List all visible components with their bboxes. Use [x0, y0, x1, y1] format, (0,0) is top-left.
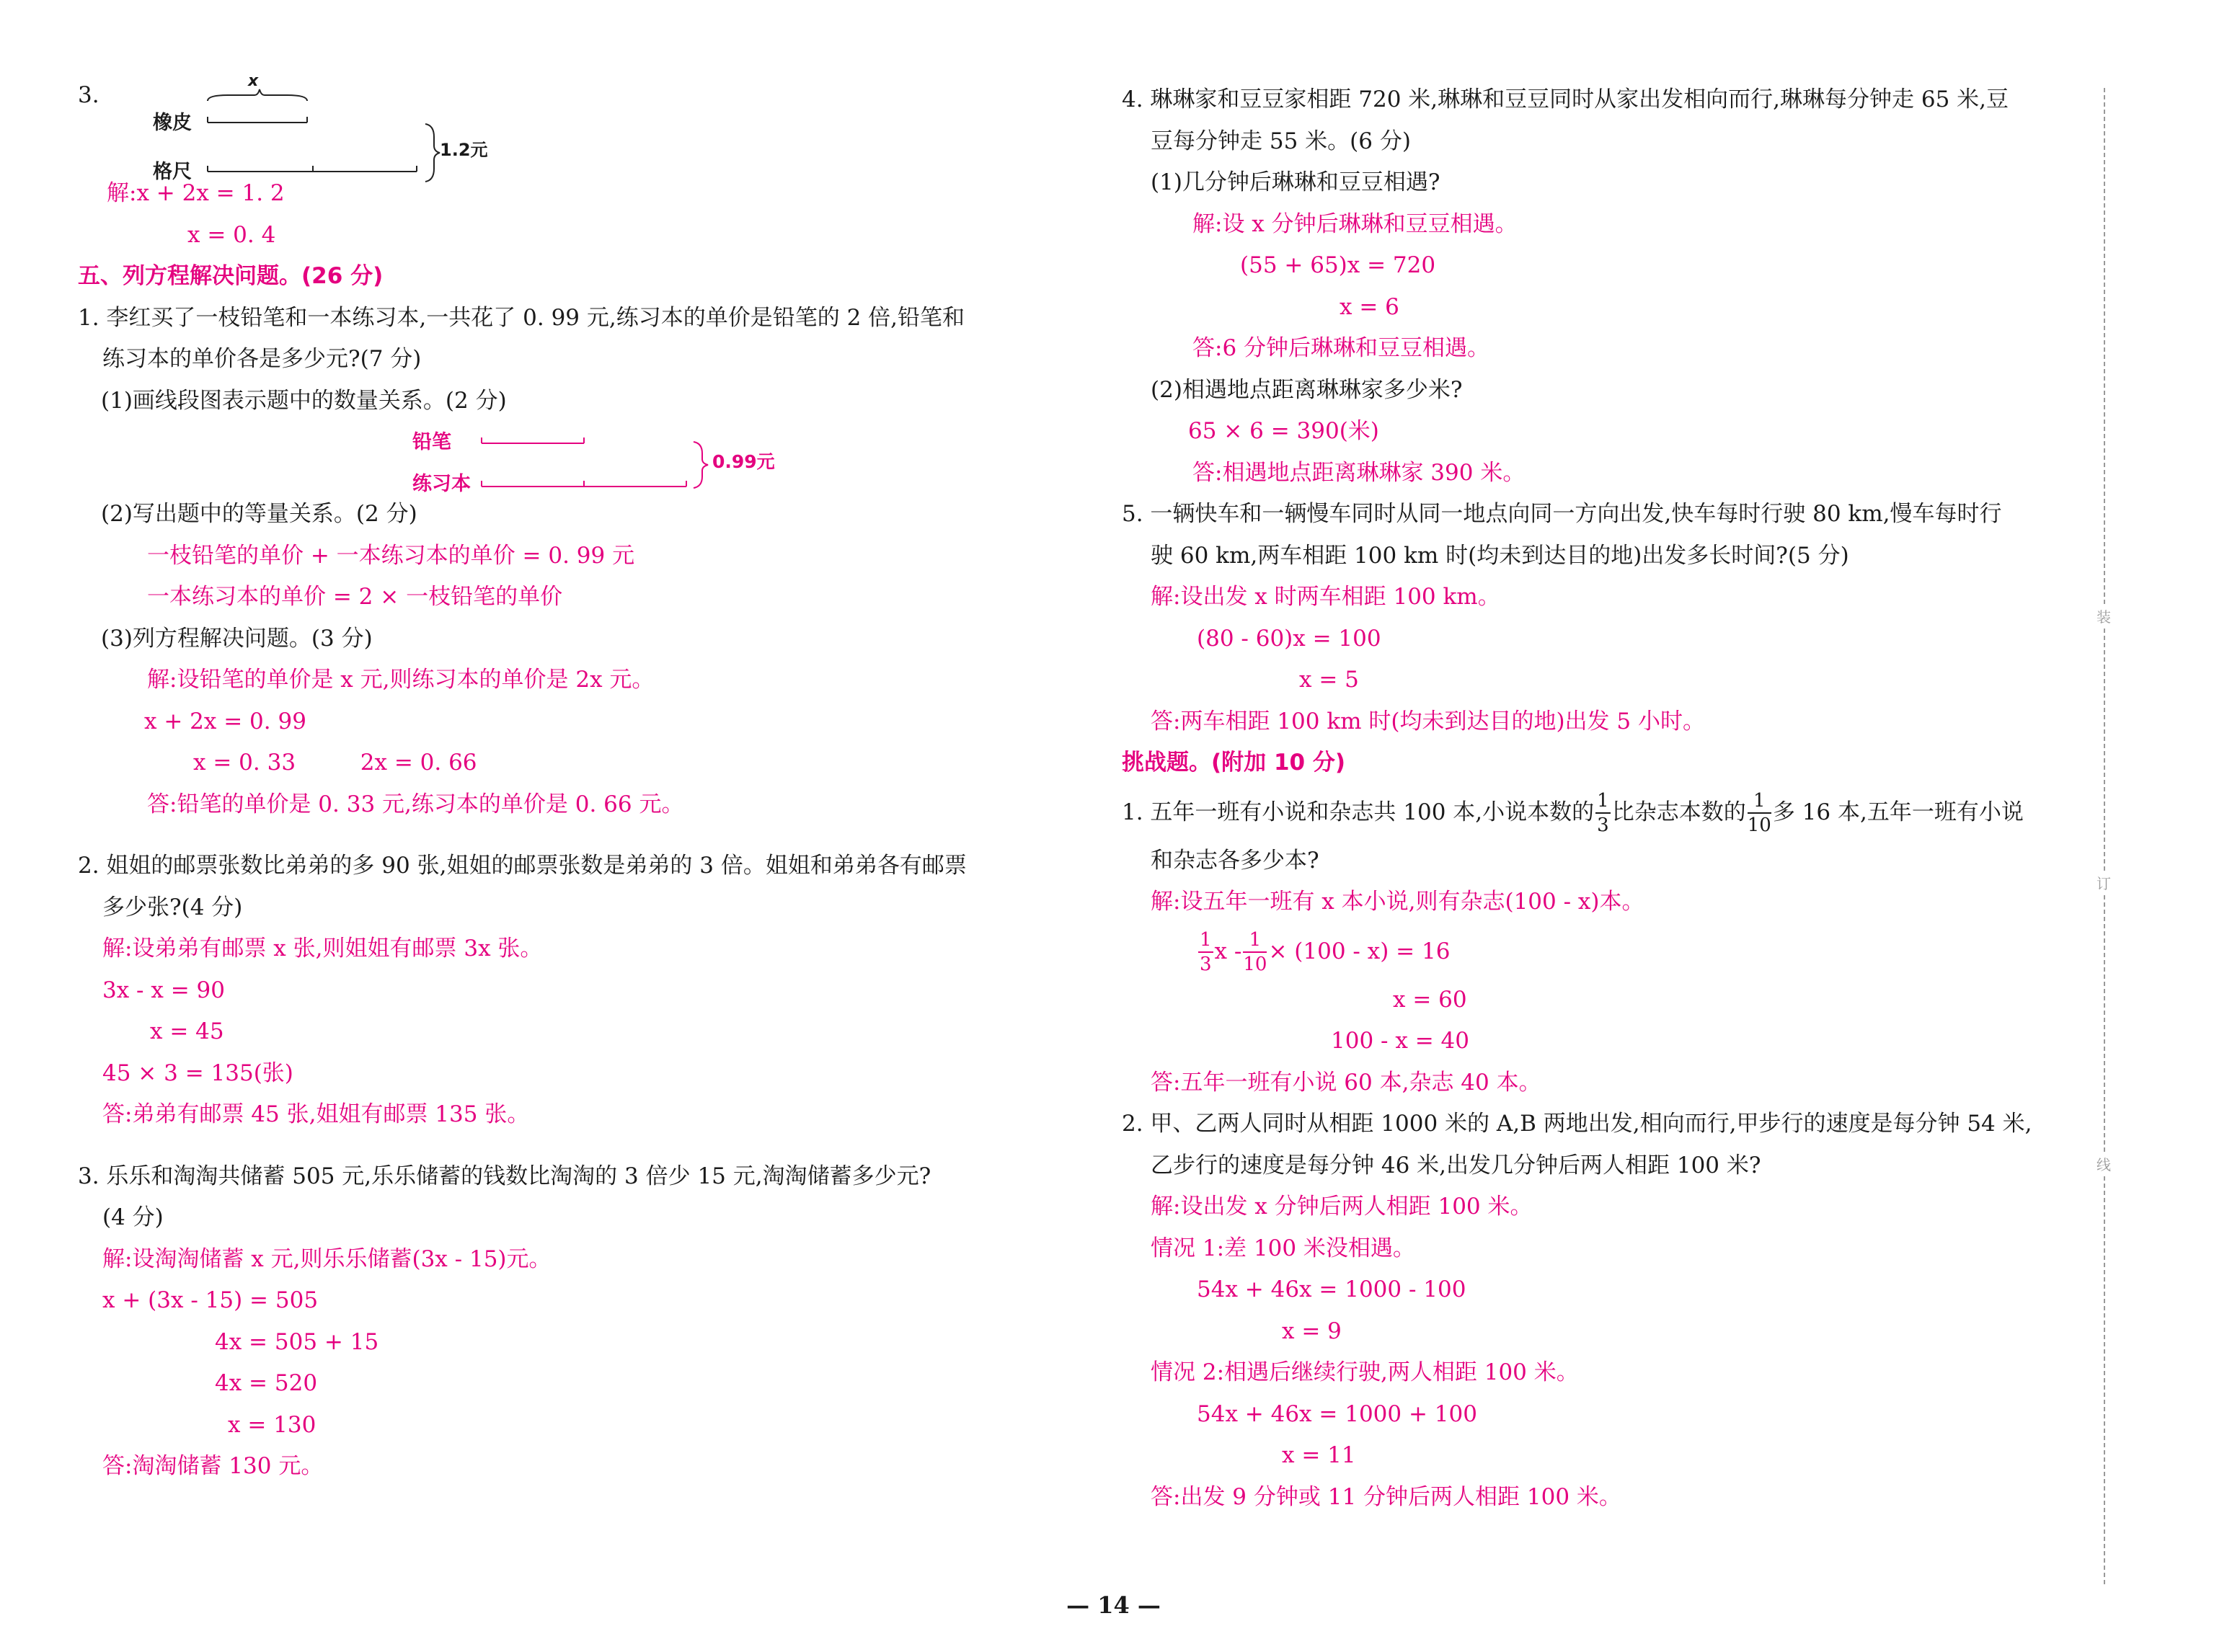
- answer-line: x = 6: [1340, 293, 1399, 320]
- answer-line: x + (3x - 15) = 505: [102, 1287, 319, 1313]
- answer-line: 答:铅笔的单价是 0. 33 元,练习本的单价是 0. 66 元。: [147, 791, 684, 817]
- answer-line: 一本练习本的单价 = 2 × 一枝铅笔的单价: [147, 584, 563, 610]
- section-five-title: 五、列方程解决问题。(26 分): [78, 263, 384, 289]
- challenge-2-text: 乙步行的速度是每分钟 46 米,出发几分钟后两人相距 100 米?: [1151, 1152, 1761, 1178]
- x-brace: [208, 89, 307, 101]
- answer-line: 一枝铅笔的单价 + 一本练习本的单价 = 0. 99 元: [147, 542, 635, 569]
- answer-line: 54x + 46x = 1000 + 100: [1197, 1400, 1477, 1427]
- eraser-ruler-diagram: [78, 72, 1073, 183]
- binding-dashed-line: [2104, 88, 2105, 1584]
- problem-1-subq-3: (3)列方程解决问题。(3 分): [101, 625, 373, 652]
- answer-line: 答:相遇地点距离琳琳家 390 米。: [1192, 459, 1526, 486]
- right-column: [1122, 79, 2088, 1518]
- answer-line: 4x = 520: [215, 1370, 318, 1396]
- answer-line: x = 45: [150, 1018, 224, 1044]
- answer-line: 65 × 6 = 390(米): [1188, 418, 1379, 444]
- answer-line: 答:两车相距 100 km 时(均未到达目的地)出发 5 小时。: [1151, 708, 1705, 734]
- answer-line: 解:设弟弟有邮票 x 张,则姐姐有邮票 3x 张。: [102, 936, 543, 962]
- answer-line: [78, 742, 1073, 784]
- problem-5-text: 驶 60 km,两车相距 100 km 时(均未到达目的地)出发多长时间?(5 分): [1151, 542, 1849, 569]
- problem-4-subq-1: (1)几分钟后琳琳和豆豆相遇?: [1151, 169, 1440, 195]
- answer-line: 答:出发 9 分钟或 11 分钟后两人相距 100 米。: [1151, 1483, 1621, 1510]
- diagram-number: 3.: [78, 82, 99, 108]
- answer-line: 解:设 x 分钟后琳琳和豆豆相遇。: [1192, 210, 1518, 237]
- pencil-label: 铅笔: [412, 431, 451, 453]
- fraction-one-tenth: $\frac{1}{10}$: [1243, 929, 1267, 975]
- problem-1-text: 练习本的单价各是多少元?(7 分): [102, 346, 422, 372]
- problem-3-text: (4 分): [102, 1204, 164, 1230]
- answer-line: 答:6 分钟后琳琳和豆豆相遇。: [1192, 335, 1490, 361]
- diagram-total-label: 1.2元: [440, 140, 488, 160]
- answer-line: [1122, 923, 2088, 980]
- answer-line: x = 9: [1282, 1318, 1342, 1344]
- equation-part: x -: [1214, 938, 1242, 964]
- q3-solution-line: 解:x + 2x = 1. 2: [107, 180, 285, 206]
- problem-1-text: 1. 李红买了一枝铅笔和一本练习本,一共花了 0. 99 元,练习本的单价是铅笔的 2 倍,铅笔和: [78, 304, 965, 331]
- answer-line: 4x = 505 + 15: [215, 1328, 379, 1355]
- binding-mark: 订: [2097, 872, 2111, 893]
- challenge-1-part: 1. 五年一班有小说和杂志共 100 本,小说本数的: [1122, 799, 1595, 825]
- notebook-label: 练习本: [412, 473, 471, 495]
- answer-line: 情况 1:差 100 米没相遇。: [1151, 1235, 1415, 1261]
- answer-line: 解:设出发 x 时两车相距 100 km。: [1151, 584, 1500, 610]
- q3-solution-line: x = 0. 4: [187, 221, 276, 248]
- answer-line: 100 - x = 40: [1331, 1028, 1469, 1054]
- problem-4-text: 豆每分钟走 55 米。(6 分): [1151, 128, 1411, 154]
- equation-part: × (100 - x) = 16: [1268, 938, 1451, 964]
- answer-line: 54x + 46x = 1000 - 100: [1197, 1276, 1466, 1302]
- answer-line: x + 2x = 0. 99: [144, 708, 306, 734]
- pencil-notebook-diagram: [78, 422, 1073, 494]
- diagram-x-label: x: [248, 72, 259, 90]
- answer-line: 情况 2:相遇后继续行驶,两人相距 100 米。: [1151, 1359, 1579, 1385]
- pencil-notebook-lines: [78, 422, 727, 494]
- answer-part: x = 0. 33: [193, 750, 296, 776]
- answer-line: x = 5: [1299, 667, 1359, 693]
- problem-2-text: 多少张?(4 分): [102, 894, 243, 920]
- problem-2-text: 2. 姐姐的邮票张数比弟弟的多 90 张,姐姐的邮票张数是弟弟的 3 倍。姐姐和弟弟各有邮票: [78, 853, 967, 879]
- problem-1-subq-2: (2)写出题中的等量关系。(2 分): [101, 501, 417, 527]
- answer-part: 2x = 0. 66: [360, 750, 477, 776]
- fraction-one-third: $\frac{1}{3}$: [1597, 790, 1609, 836]
- eraser-label: 橡皮: [153, 112, 192, 134]
- answer-line: 答:弟弟有邮票 45 张,姐姐有邮票 135 张。: [102, 1101, 530, 1127]
- challenge-title: 挑战题。(附加 10 分): [1122, 750, 1346, 776]
- page-number: — 14 —: [1066, 1591, 1161, 1619]
- fraction-one-third: $\frac{1}{3}$: [1200, 929, 1212, 975]
- answer-line: 45 × 3 = 135(张): [102, 1060, 293, 1086]
- problem-1-subq-1: (1)画线段图表示题中的数量关系。(2 分): [101, 387, 507, 414]
- answer-line: x = 60: [1393, 986, 1467, 1013]
- eraser-ruler-lines: [78, 79, 453, 180]
- left-column: [78, 72, 1073, 1488]
- challenge-1-part: 比杂志本数的: [1611, 799, 1746, 825]
- answer-line: 答:淘淘储蓄 130 元。: [102, 1453, 324, 1479]
- answer-line: 答:五年一班有小说 60 本,杂志 40 本。: [1151, 1069, 1541, 1096]
- problem-5-text: 5. 一辆快车和一辆慢车同时从同一地点向同一方向出发,快车每时行驶 80 km,慢车每时行: [1122, 501, 2002, 527]
- answer-line: (80 - 60)x = 100: [1197, 625, 1381, 652]
- answer-line: x = 130: [228, 1411, 316, 1438]
- answer-line: 3x - x = 90: [102, 977, 226, 1003]
- answer-line: 解:设出发 x 分钟后两人相距 100 米。: [1151, 1194, 1533, 1220]
- answer-line: 解:设铅笔的单价是 x 元,则练习本的单价是 2x 元。: [147, 667, 655, 693]
- problem-4-text: 4. 琳琳家和豆豆家相距 720 米,琳琳和豆豆同时从家出发相向而行,琳琳每分钟走 65 米,豆: [1122, 86, 2009, 112]
- challenge-1-part: 多 16 本,五年一班有小说: [1772, 799, 2024, 825]
- ruler-label: 格尺: [153, 161, 192, 183]
- problem-4-subq-2: (2)相遇地点距离琳琳家多少米?: [1151, 376, 1463, 403]
- fraction-one-tenth: $\frac{1}{10}$: [1747, 790, 1771, 836]
- challenge-1-text: [1122, 784, 2088, 840]
- answer-line: 解:设淘淘储蓄 x 元,则乐乐储蓄(3x - 15)元。: [102, 1245, 552, 1272]
- answer-line: 解:设五年一班有 x 本小说,则有杂志(100 - x)本。: [1151, 889, 1644, 915]
- answer-line: x = 11: [1282, 1442, 1356, 1468]
- answer-line: (55 + 65)x = 720: [1240, 252, 1436, 278]
- challenge-1-text: 和杂志各多少本?: [1151, 847, 1319, 874]
- binding-mark: 线: [2097, 1153, 2111, 1174]
- diagram-total-label: 0.99元: [712, 451, 775, 472]
- binding-mark: 装: [2097, 605, 2111, 626]
- problem-3-text: 3. 乐乐和淘淘共储蓄 505 元,乐乐储蓄的钱数比淘淘的 3 倍少 15 元,淘淘储蓄多少元?: [78, 1163, 931, 1189]
- challenge-2-text: 2. 甲、乙两人同时从相距 1000 米的 A,B 两地出发,相向而行,甲步行的速度是每分钟 54 米,: [1122, 1111, 2032, 1137]
